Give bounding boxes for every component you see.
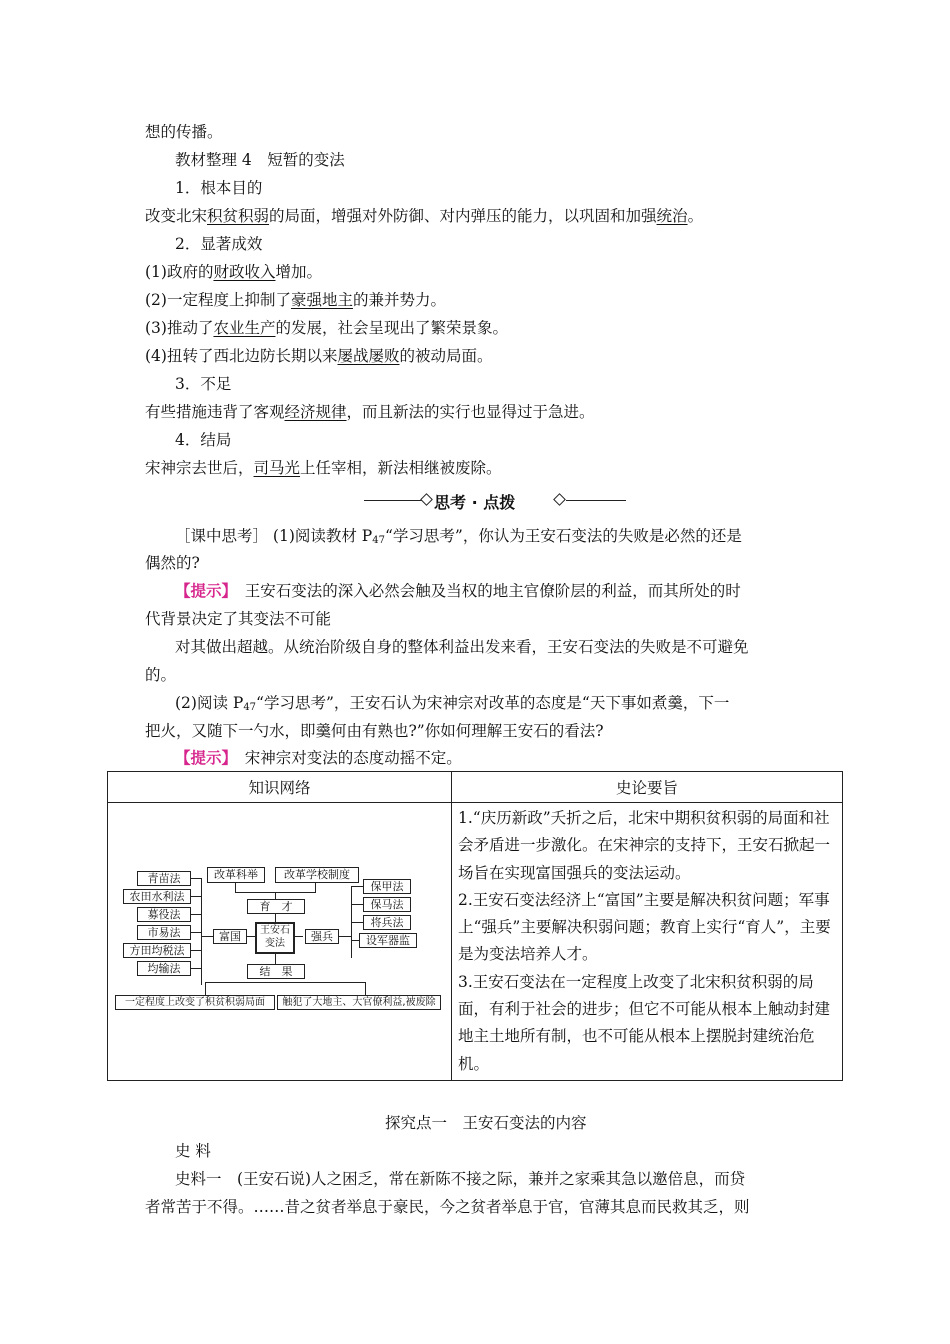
answer-2: 【提示】 宋神宗对变法的态度动摇不定。 [175,748,462,767]
diamond-icon [553,493,566,506]
subheading: 4．结局 [175,431,232,449]
diagram-box: 富国 [213,929,247,944]
question-2: (2)阅读 $P_{47}“$学习思考”，王安石认为宋神宗对改革的态度是“天下事如煮羹，下一 [175,694,730,713]
section-title: 探究点一 王安石变法的内容 [385,1114,587,1132]
text-line: (2)一定程度上抑制了豪强地主的兼并势力。 [145,291,446,309]
tip-label: 【提示】 [175,748,230,767]
subheading: 2．显著成效 [175,235,263,253]
source-text: 者常苦于不得。……昔之贫者举息于豪民，今之贫者举息于官，官薄其息而民救其乏，则 [145,1198,750,1216]
diagram-list-item: 均输法 [137,961,191,976]
question-2-cont: 把火，又随下一勺水，即羹何由有熟也?”你如何理解王安石的看法? [145,722,604,740]
text-line: (1)政府的财政收入增加。 [145,263,322,281]
diagram-result: 触犯了大地主、大官僚利益,被废除 [277,995,441,1010]
diagram-list-item: 保甲法 [363,879,411,894]
answer-1-cont: 对其做出超越。从统治阶级自身的整体利益出发来看，王安石变法的失败是不可避免 [175,638,749,656]
diagram-box: 改革科举 [207,867,265,883]
text-line: (3)推动了农业生产的发展，社会呈现出了繁荣景象。 [145,319,508,337]
diagram-box: 改革学校制度 [275,867,359,883]
blank-answer: 统治 [656,207,688,225]
section-heading: 教材整理 4 短暂的变法 [175,151,345,169]
answer-1: 【提示】 王安石变法的深入必然会触及当权的地主官僚阶层的利益，而其所处的时 [175,581,741,600]
divider-title: 思考 · 点拨 [434,493,516,512]
diagram-center: 王安石 变法 [255,922,295,954]
diamond-icon [420,493,433,506]
diagram-list-item: 青苗法 [137,871,191,886]
text-line: 改变北宋积贫积弱的局面，增强对外防御、对内弹压的能力，以巩固和加强统治。 [145,207,704,225]
blank-answer: 司马光 [253,459,301,477]
blank-answer: 经济规律 [284,403,347,421]
blank-answer: 农业生产 [213,319,276,337]
text-line: 有些措施违背了客观经济规律，而且新法的实行也显得过于急进。 [145,403,595,421]
key-points-cell [452,803,843,1081]
section-divider [364,488,626,512]
sources-label: 史 料 [175,1142,211,1160]
answer-1-cont: 代背景决定了其变法不可能 [145,610,332,628]
subheading: 1．根本目的 [175,179,263,197]
diagram-list-item: 募役法 [137,907,191,922]
source-text: 史料一 (王安石说)人之困乏，常在新陈不接之际，兼并之家乘其急以邀倍息，而贷 [175,1170,746,1188]
diagram-result: 一定程度上改变了积贫积弱局面 [115,995,275,1010]
knowledge-table [107,771,843,1081]
key-point: 2.王安石变法经济上“富国”主要是解决积贫问题；军事上“强兵”主要解决积弱问题；教育上实行“育人”，主要是为变法培养人才。 [458,890,831,964]
blank-answer: 屡战屡败 [337,347,400,365]
diagram-list-item: 保马法 [363,897,411,912]
diagram-list-item: 方田均税法 [123,943,191,958]
blank-answer: 财政收入 [213,263,276,281]
text-line: 宋神宗去世后，司马光上任宰相，新法相继被废除。 [145,459,502,477]
diagram-list-item: 将兵法 [363,915,411,930]
diagram-box: 育 才 [247,899,305,914]
blank-answer: 积贫积弱 [207,207,270,225]
diagram-list-item: 农田水利法 [123,889,191,904]
blank-answer: 豪强地主 [290,291,353,309]
diagram-box: 结 果 [247,964,305,979]
table-header-right: 史论要旨 [452,772,843,803]
key-point: 3.王安石变法在一定程度上改变了北宋积贫积弱的局面，有利于社会的进步；但它不可能从根本上触动封建地主土地所有制，也不可能从根本上摆脱封建统治危机。 [458,972,831,1073]
key-point: 1.“庆历新政”夭折之后，北宋中期积贫积弱的局面和社会矛盾进一步激化。在宋神宗的支持下，王安石掀起一场旨在实现富国强兵的变法运动。 [458,809,831,882]
question-1: ［课中思考］ (1)阅读教材 $P_{47}“$学习思考”，你认为王安石变法的失败是必然的还是 [175,527,742,546]
table-header-left: 知识网络 [108,772,452,803]
answer-1-cont: 的。 [145,666,177,684]
question-1-cont: 偶然的? [145,554,200,572]
text-line: 想的传播。 [145,123,223,141]
tip-label: 【提示】 [175,581,230,600]
text-line: (4)扭转了西北边防长期以来屡战屡败的被动局面。 [145,347,493,365]
subheading: 3．不足 [175,375,232,393]
diagram-list-item: 市易法 [137,925,191,940]
diagram-box: 强兵 [305,929,339,944]
diagram-list-item: 设军器监 [359,933,417,948]
